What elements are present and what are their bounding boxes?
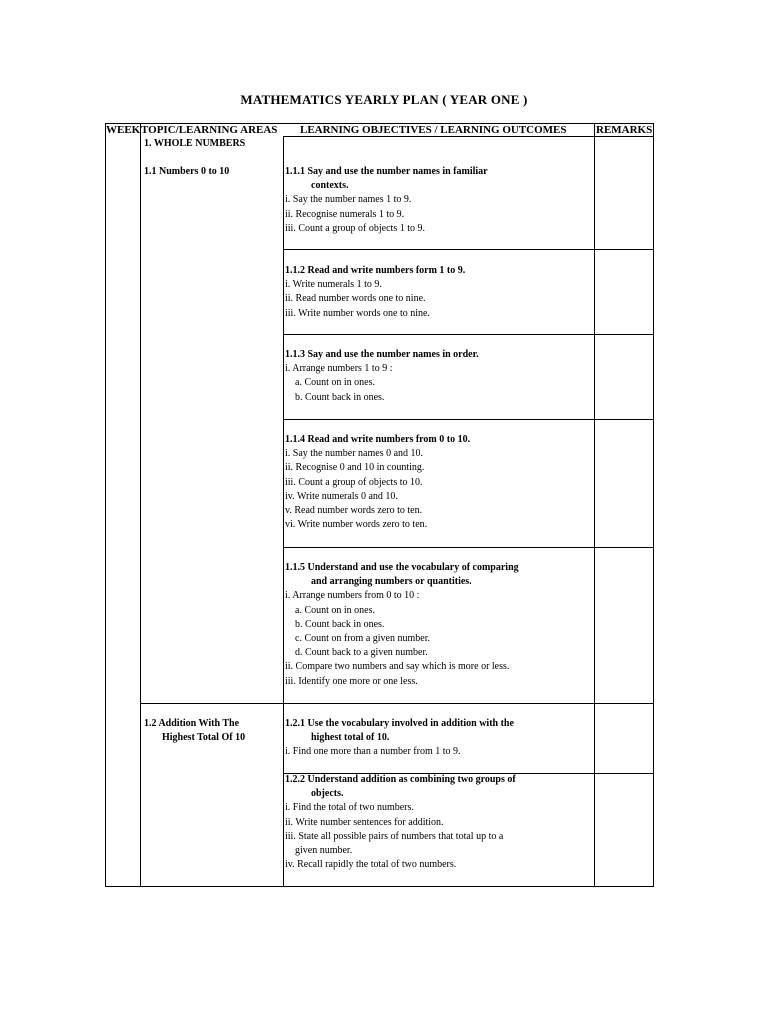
topic-numbers-0-10: 1.1 Numbers 0 to 10 — [144, 166, 230, 177]
objective-1-1-1 — [285, 165, 488, 236]
objective-heading: 1.1.5 Understand and use the vocabulary of comparing — [285, 562, 519, 573]
objective-heading-cont: and arranging numbers or quantities. — [311, 576, 472, 588]
header-remarks: REMARKS — [596, 124, 653, 136]
topic-addition-line1: 1.2 Addition With The — [144, 718, 240, 729]
objective-heading: 1.2.2 Understand addition as combining two groups of — [285, 774, 516, 785]
outcome-item: iv. Recall rapidly the total of two numbers. — [285, 859, 457, 871]
outcome-item: vi. Write number words zero to ten. — [285, 519, 428, 531]
header-topic: TOPIC/LEARNING AREAS — [141, 124, 278, 136]
objective-heading: 1.1.3 Say and use the number names in order. — [285, 349, 479, 360]
objective-heading: 1.1.2 Read and write numbers form 1 to 9. — [285, 265, 466, 276]
outcome-item: iv. Write numerals 0 and 10. — [285, 490, 398, 502]
outcome-item: ii. Compare two numbers and say which is more or less. — [285, 661, 510, 673]
column-divider-week — [140, 123, 141, 887]
outcome-item: i. Arrange numbers from 0 to 10 : — [285, 590, 420, 602]
outcome-item: ii. Recognise 0 and 10 in counting. — [285, 462, 425, 474]
row-divider — [283, 419, 654, 420]
topic-whole-numbers: 1. WHOLE NUMBERS — [144, 138, 246, 149]
header-objectives: LEARNING OBJECTIVES / LEARNING OUTCOMES — [300, 124, 567, 136]
outcome-item: i. Say the number names 1 to 9. — [285, 194, 412, 206]
objective-heading-cont: objects. — [311, 788, 344, 800]
objective-1-1-4 — [285, 433, 470, 532]
objective-heading: 1.1.4 Read and write numbers from 0 to 10. — [285, 434, 471, 445]
row-divider — [283, 334, 654, 335]
row-divider — [283, 249, 654, 250]
objective-heading: 1.2.1 Use the vocabulary involved in addition with the — [285, 718, 514, 729]
objective-1-2-1 — [285, 717, 514, 760]
table-border-left — [105, 123, 106, 887]
outcome-subitem: d. Count back to a given number. — [295, 647, 428, 659]
row-divider — [283, 547, 654, 548]
outcome-item: v. Read number words zero to ten. — [285, 505, 423, 517]
outcome-item: ii. Read number words one to nine. — [285, 293, 426, 305]
outcome-subitem: b. Count back in ones. — [295, 618, 385, 630]
table-border-bottom — [105, 886, 654, 887]
outcome-item: i. Arrange numbers 1 to 9 : — [285, 363, 393, 375]
outcome-subitem: a. Count on in ones. — [295, 377, 375, 389]
topic-addition-line2: Highest Total Of 10 — [162, 732, 246, 743]
outcome-subitem: b. Count back in ones. — [295, 391, 385, 403]
outcome-item: iii. Identify one more or one less. — [285, 675, 418, 687]
outcome-subitem: a. Count on in ones. — [295, 604, 375, 616]
page-title: MATHEMATICS YEARLY PLAN ( YEAR ONE ) — [240, 92, 528, 107]
outcome-item: i. Write numerals 1 to 9. — [285, 279, 382, 291]
objective-1-1-5 — [285, 561, 519, 689]
objective-1-1-3 — [285, 348, 479, 405]
header-divider — [283, 136, 654, 137]
outcome-item: i. Say the number names 0 and 10. — [285, 448, 424, 460]
row-divider — [140, 703, 654, 704]
outcome-item: ii. Recognise numerals 1 to 9. — [285, 208, 405, 220]
outcome-item: i. Find one more than a number from 1 to 9. — [285, 746, 461, 758]
header-week: WEEK — [106, 124, 141, 136]
objective-1-1-2 — [285, 264, 465, 321]
outcome-item: ii. Write number sentences for addition. — [285, 816, 444, 828]
objective-heading: 1.1.1 Say and use the number names in familiar — [285, 166, 488, 177]
outcome-item: iii. State all possible pairs of numbers that total up to a — [285, 830, 504, 842]
objective-heading-cont: highest total of 10. — [311, 732, 390, 744]
objective-heading-cont: contexts. — [311, 180, 349, 192]
outcome-item-cont: given number. — [295, 845, 353, 857]
outcome-subitem: c. Count on from a given number. — [295, 633, 430, 645]
objective-1-2-2 — [285, 773, 516, 872]
outcome-item: iii. Count a group of objects 1 to 9. — [285, 222, 425, 234]
outcome-item: iii. Write number words one to nine. — [285, 307, 430, 319]
outcome-item: i. Find the total of two numbers. — [285, 802, 414, 814]
outcome-item: iii. Count a group of objects to 10. — [285, 476, 423, 488]
